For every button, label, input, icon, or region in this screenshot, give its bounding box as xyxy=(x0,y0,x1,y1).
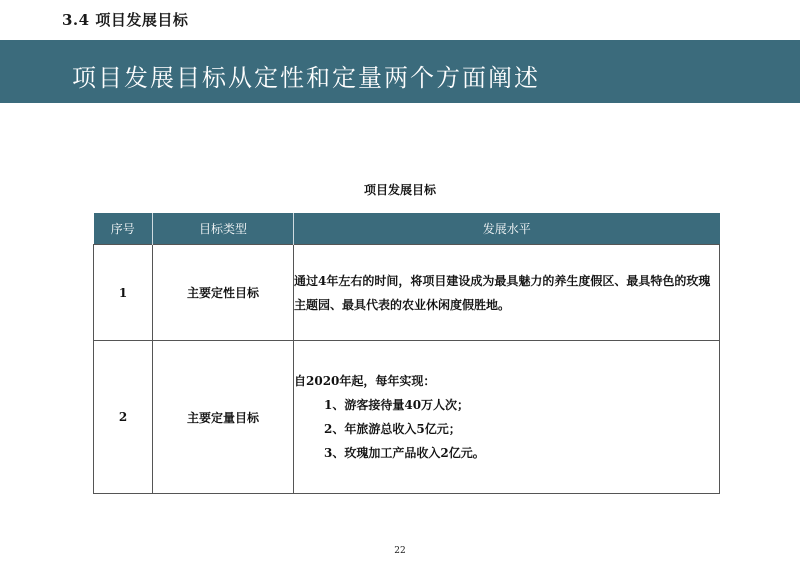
qualitative-goal-text: 通过4年左右的时间，将项目建设成为最具魅力的养生度假区、最具特色的玫瑰主题园、最具代表的农业休闲度假胜地。 xyxy=(294,273,711,312)
header-cell-level: 发展水平 xyxy=(294,213,720,245)
row-number: 2 xyxy=(94,341,153,494)
quantitative-goal-item: 1、游客接待量40万人次； xyxy=(324,398,470,412)
header-cell-type: 目标类型 xyxy=(153,213,294,245)
goal-type: 主要定性目标 xyxy=(153,245,294,341)
goal-description xyxy=(294,341,720,494)
row-number: 1 xyxy=(94,245,153,341)
header-cell-number: 序号 xyxy=(94,213,153,245)
quantitative-goal-item: 2、年旅游总收入5亿元； xyxy=(324,422,461,436)
section-heading: 3.4 项目发展目标 xyxy=(62,11,189,29)
quantitative-goal-item: 3、玫瑰加工产品收入2亿元。 xyxy=(324,446,485,460)
table-caption: 项目发展目标 xyxy=(363,183,436,197)
goals-table xyxy=(93,213,720,494)
table-row xyxy=(94,245,720,341)
page-number: 22 xyxy=(394,546,406,556)
banner-title: 项目发展目标从定性和定量两个方面阐述 xyxy=(72,64,540,92)
table-row xyxy=(94,341,720,494)
quantitative-goal-intro: 自2020年起，每年实现： xyxy=(294,374,436,388)
goal-description xyxy=(294,245,720,341)
goal-type: 主要定量目标 xyxy=(153,341,294,494)
table-header-row xyxy=(94,213,720,245)
